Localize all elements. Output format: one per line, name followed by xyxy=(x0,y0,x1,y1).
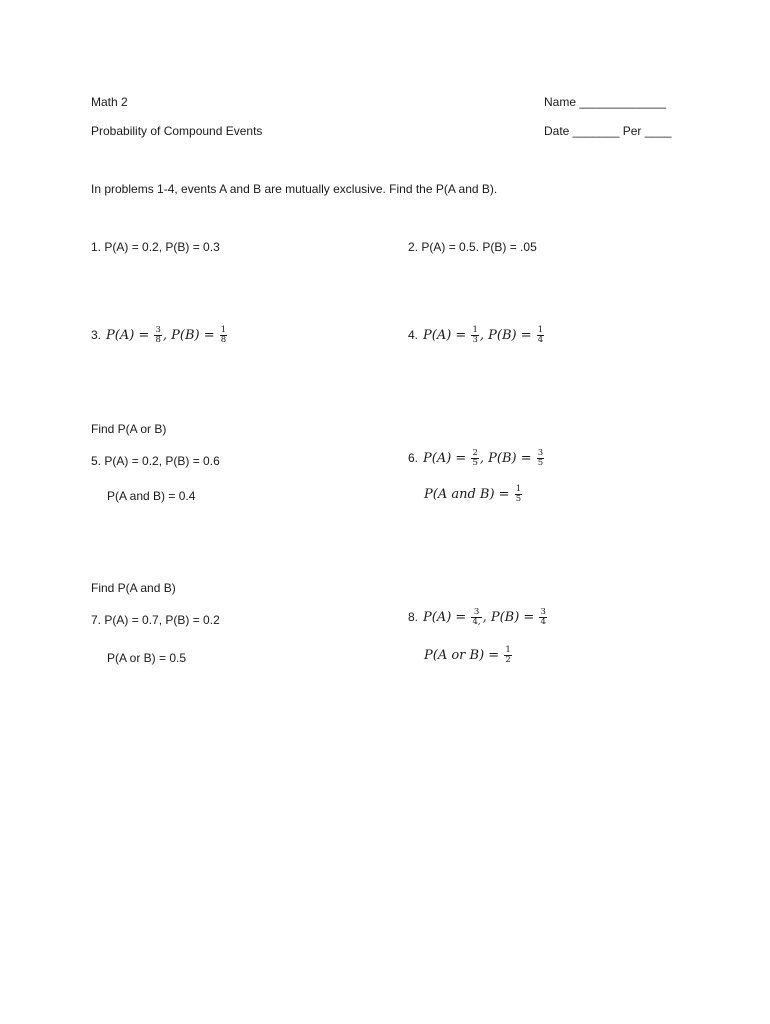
given-label: P(A and B) = xyxy=(424,487,510,502)
pb-fraction: $\frac{1}{4}$ xyxy=(537,325,544,345)
given-fraction: $\frac{1}{5}$ xyxy=(515,484,522,504)
pb-label: , P(B) = xyxy=(479,451,532,466)
section-heading-find-or: Find P(A or B) xyxy=(91,422,167,436)
problem-1 xyxy=(91,240,220,254)
problem-number: 8. xyxy=(408,610,419,624)
problem-number: 3. xyxy=(91,328,102,342)
problem-number: 1. xyxy=(91,240,102,254)
problem-8-given xyxy=(424,646,513,665)
given-fraction: $\frac{1}{2}$ xyxy=(505,645,511,665)
pa-label: P(A) = xyxy=(423,451,467,466)
problem-number: 7. xyxy=(91,613,102,627)
problem-7 xyxy=(91,613,220,627)
pa-fraction: $\frac{3}{4,}$ xyxy=(472,607,481,627)
problem-5-given: P(A and B) = 0.4 xyxy=(107,489,196,503)
problem-4 xyxy=(408,326,545,345)
pb-fraction: $\frac{1}{8}$ xyxy=(220,325,227,345)
section-heading-find-and: Find P(A and B) xyxy=(91,581,176,595)
name-line: Name _____________ xyxy=(544,95,667,109)
problem-text: P(A) = 0.2, P(B) = 0.6 xyxy=(104,454,220,468)
pa-label: P(A) = xyxy=(423,328,467,343)
pa-fraction: $\frac{2}{5}$ xyxy=(472,448,478,468)
pb-label: , P(B) = xyxy=(482,610,535,625)
worksheet-topic: Probability of Compound Events xyxy=(91,124,263,138)
date-per-line: Date _______ Per ____ xyxy=(544,124,672,138)
given-label: P(A or B) = xyxy=(424,648,500,663)
problem-2 xyxy=(408,240,537,254)
course-title: Math 2 xyxy=(91,95,128,109)
problem-8 xyxy=(408,608,548,627)
problem-number: 6. xyxy=(408,451,419,465)
problem-text: P(A) = 0.5. P(B) = .05 xyxy=(421,240,537,254)
pb-label: , P(B) = xyxy=(162,328,215,343)
problem-text: P(A) = 0.7, P(B) = 0.2 xyxy=(104,613,220,627)
problem-number: 4. xyxy=(408,328,419,342)
pa-label: P(A) = xyxy=(106,328,150,343)
problem-7-given: P(A or B) = 0.5 xyxy=(107,651,187,665)
problem-number: 2. xyxy=(408,240,419,254)
pa-fraction: $\frac{3}{8}$ xyxy=(155,325,161,345)
pa-label: P(A) = xyxy=(423,610,467,625)
problem-6 xyxy=(408,449,545,468)
problem-6-given xyxy=(424,485,523,504)
problem-3 xyxy=(91,326,228,345)
instructions-mutually-exclusive: In problems 1-4, events A and B are mutually exclusive. Find the P(A and B). xyxy=(91,182,498,196)
pb-label: , P(B) = xyxy=(479,328,532,343)
problem-5 xyxy=(91,454,220,468)
pb-fraction: $\frac{3}{5}$ xyxy=(537,448,544,468)
pa-fraction: $\frac{1}{3}$ xyxy=(472,325,478,345)
problem-number: 5. xyxy=(91,454,102,468)
pb-fraction: $\frac{3}{4}$ xyxy=(540,607,546,627)
problem-text: P(A) = 0.2, P(B) = 0.3 xyxy=(104,240,220,254)
